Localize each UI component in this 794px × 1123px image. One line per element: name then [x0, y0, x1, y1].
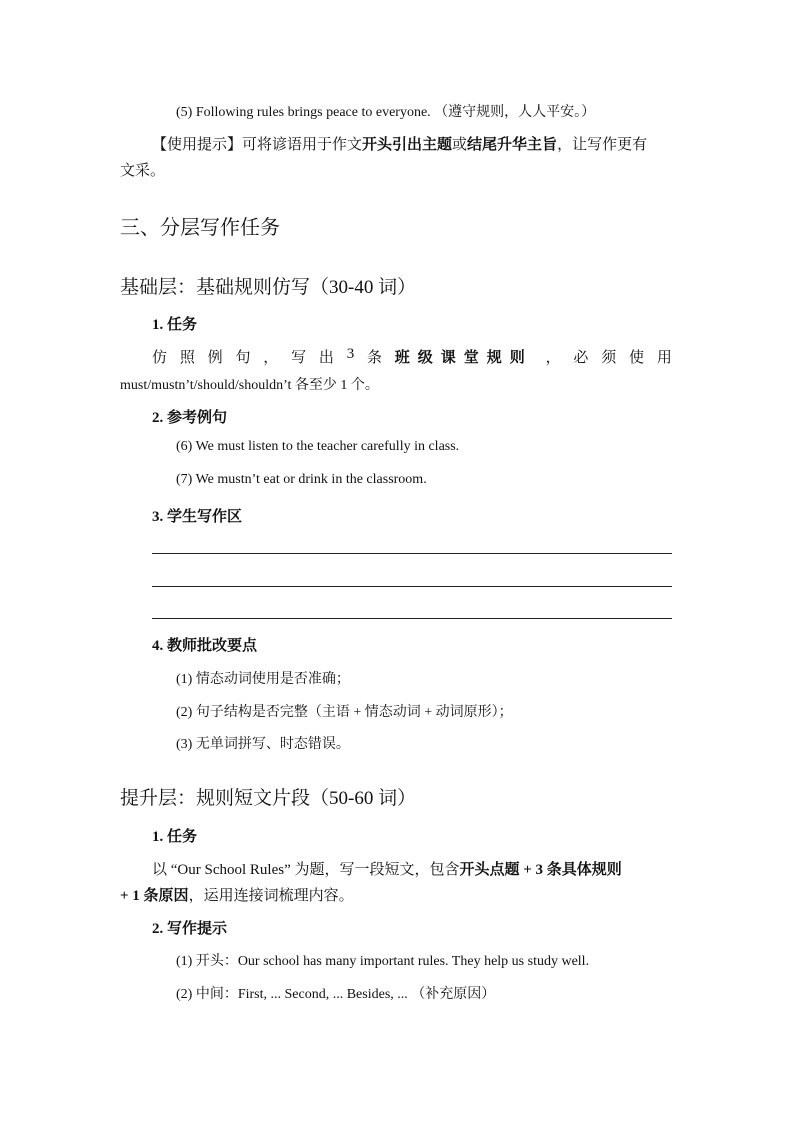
basic-task-heading: 1. 任务 — [152, 317, 198, 333]
advanced-task-bold: 开头点题 + 3 条具体规则 — [459, 862, 622, 878]
char: 仿 — [152, 350, 168, 366]
char: 用 — [656, 350, 672, 366]
basic-task-line2: must/mustn’t/should/shouldn’t 各至少 1 个。 — [120, 378, 379, 393]
char: 句 — [235, 350, 251, 366]
class-rules-emphasis: 班级课堂规则 — [394, 350, 533, 366]
advanced-task-line2 — [120, 884, 354, 905]
teacher-point-3: (3) 无单词拼写、时态错误。 — [176, 737, 350, 752]
writing-line[interactable] — [152, 553, 672, 554]
basic-task-line1 — [152, 346, 672, 367]
section-3-title: 三、分层写作任务 — [120, 217, 280, 239]
char: ， — [545, 350, 561, 366]
advanced-task-text: 以 “Our School Rules” 为题，写一段短文，包含 — [152, 862, 460, 878]
char: 使 — [629, 350, 645, 366]
writing-line[interactable] — [152, 586, 672, 587]
tip-text-3: ，让写作更有 — [557, 137, 648, 153]
advanced-task-text-2: ，运用连接词梳理内容。 — [188, 888, 354, 904]
char: 例 — [207, 350, 223, 366]
char: 须 — [601, 350, 617, 366]
char: 出 — [318, 350, 334, 366]
char: 必 — [573, 350, 589, 366]
char: ， — [263, 350, 279, 366]
basic-level-title: 基础层：基础规则仿写（30-40 词） — [120, 277, 417, 298]
tip-bold-2: 结尾升华主旨 — [467, 137, 558, 153]
char: 3 — [346, 346, 355, 362]
advanced-level-title: 提升层：规则短文片段（50-60 词） — [120, 788, 417, 809]
hint-2: (2) 中间：First, ... Second, ... Besides, ... （补充原因） — [176, 987, 496, 1002]
char: 条 — [366, 350, 382, 366]
advanced-task-line1 — [152, 858, 622, 879]
teacher-point-2: (2) 句子结构是否完整（主语 + 情态动词 + 动词原形）； — [176, 705, 513, 720]
hint-heading: 2. 写作提示 — [152, 921, 228, 937]
char: 写 — [291, 350, 307, 366]
tip-text-1: 【使用提示】可将谚语用于作文 — [152, 137, 363, 153]
tip-bold-1: 开头引出主题 — [362, 137, 453, 153]
reference-sentence-7: (7) We mustn’t eat or drink in the classroom. — [176, 472, 427, 487]
char: 照 — [179, 350, 195, 366]
teacher-points-heading: 4. 教师批改要点 — [152, 638, 258, 654]
usage-tip — [152, 133, 647, 154]
usage-tip-line2: 文采。 — [120, 163, 166, 179]
hint-1: (1) 开头：Our school has many important rules. They help us study well. — [176, 954, 590, 969]
student-writing-heading: 3. 学生写作区 — [152, 509, 243, 525]
reference-sentence-6: (6) We must listen to the teacher carefully in class. — [176, 439, 460, 454]
teacher-point-1: (1) 情态动词使用是否准确； — [176, 672, 350, 687]
tip-text-2: 或 — [452, 137, 468, 153]
writing-line[interactable] — [152, 618, 672, 619]
reference-heading: 2. 参考例句 — [152, 410, 228, 426]
advanced-task-heading: 1. 任务 — [152, 829, 198, 845]
advanced-task-bold-2: + 1 条原因 — [120, 888, 189, 904]
proverb-5: (5) Following rules brings peace to everyone. （遵守规则，人人平安。） — [176, 105, 596, 120]
